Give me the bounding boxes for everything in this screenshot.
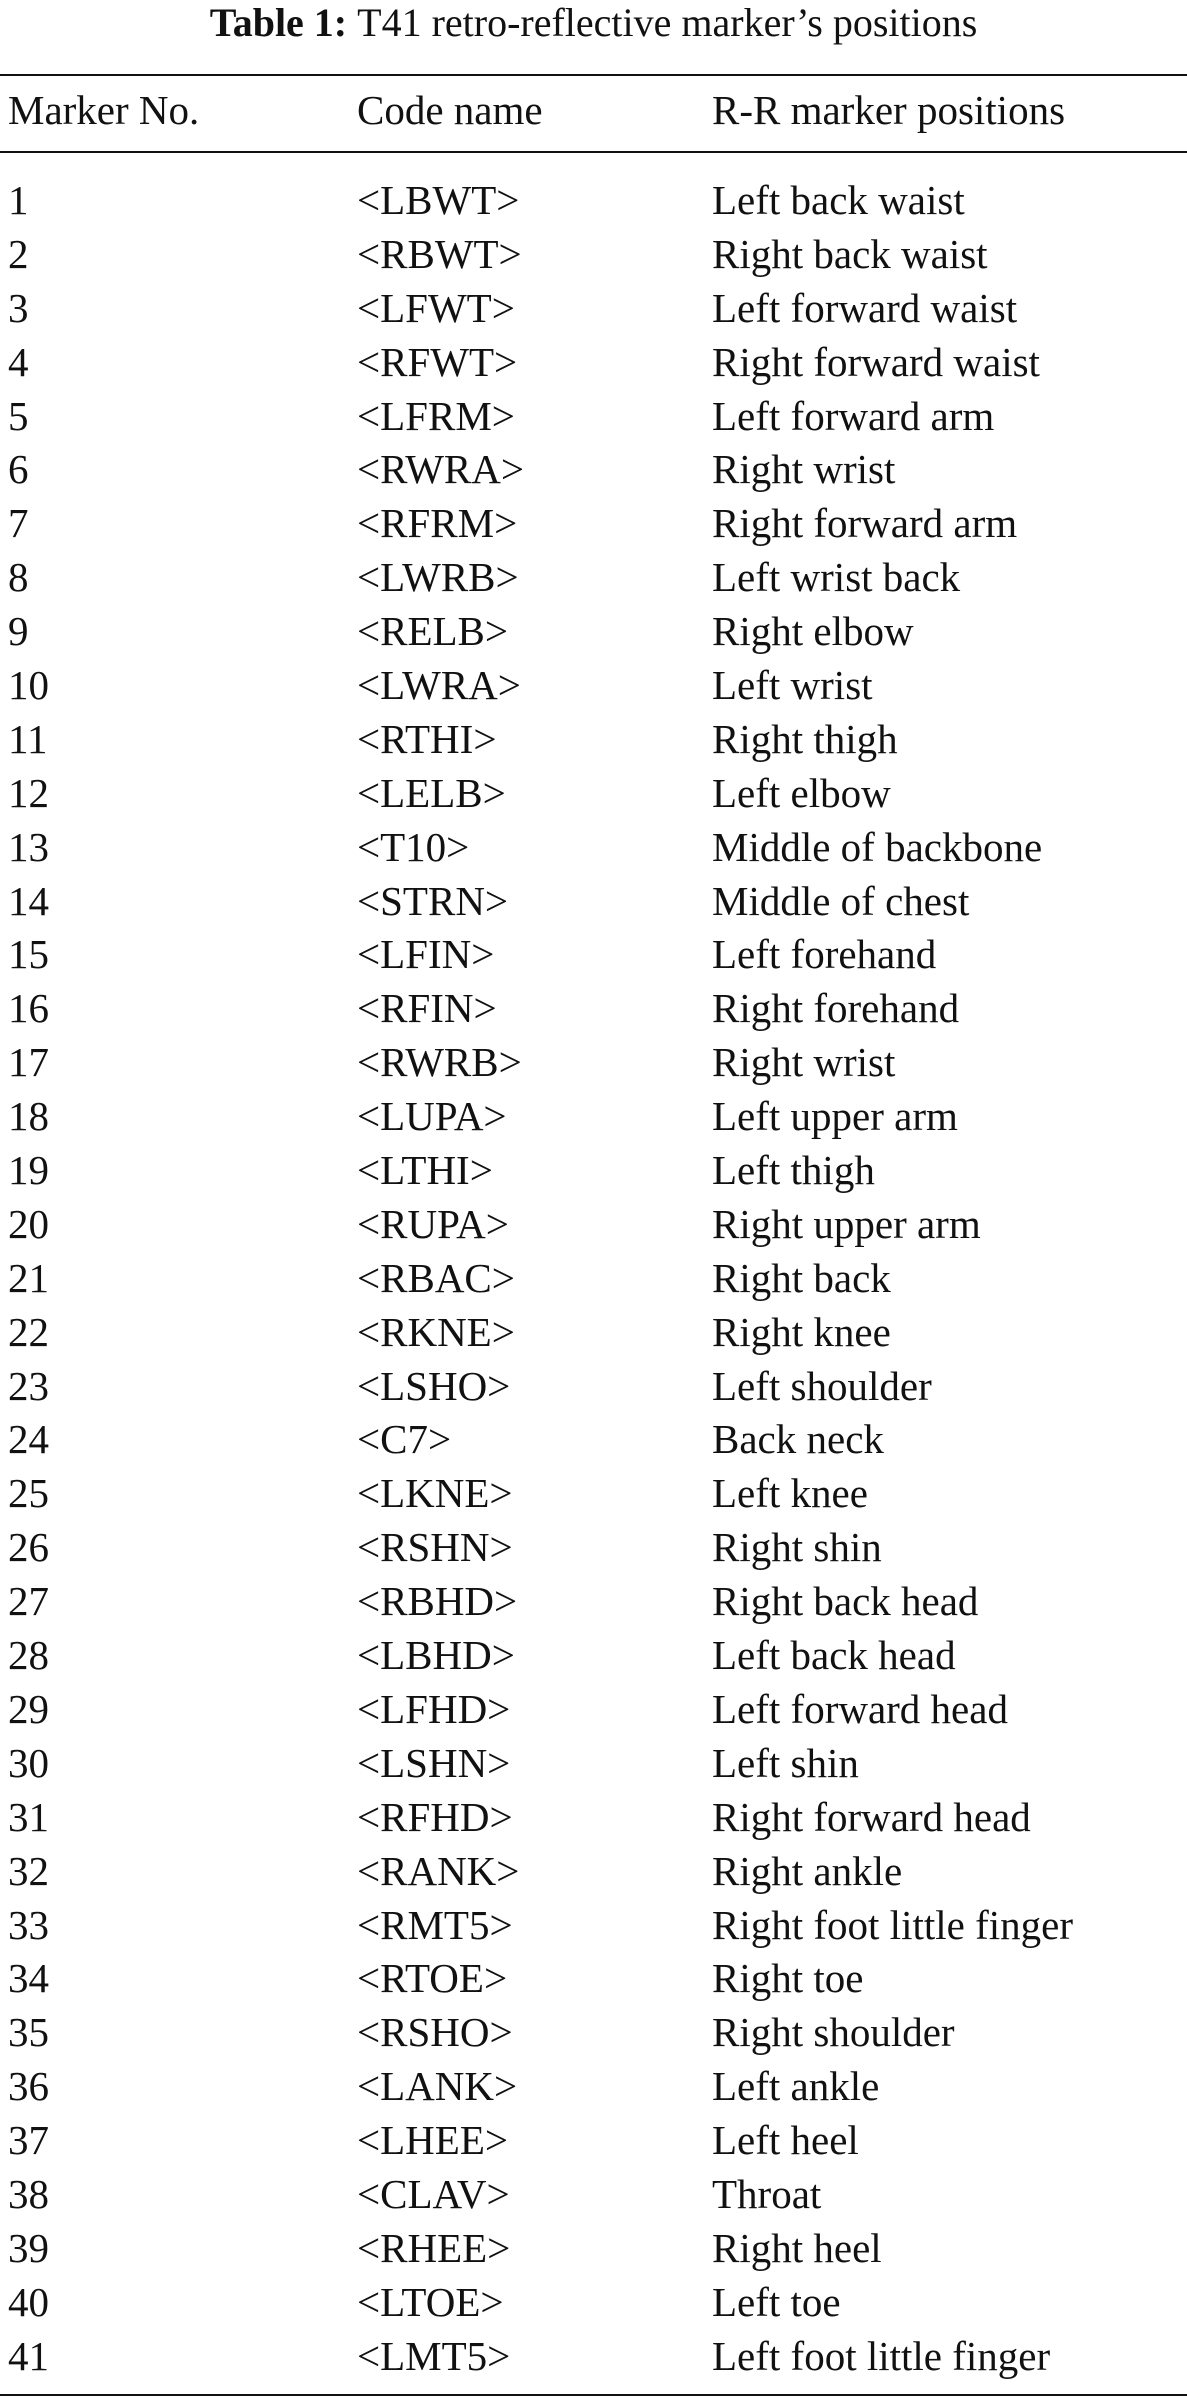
table-row: [0, 655, 1187, 709]
table-bottom-rule: [0, 2394, 1187, 2396]
marker-position-cell: Left ankle: [712, 2063, 880, 2110]
table-header-row: [0, 80, 1187, 146]
marker-position-cell: Middle of chest: [712, 877, 970, 924]
table-row: [0, 2326, 1187, 2380]
marker-number-cell: 12: [8, 769, 49, 816]
marker-number-cell: 13: [8, 823, 49, 870]
marker-position-cell: Right forward waist: [712, 338, 1040, 385]
marker-position-cell: Throat: [712, 2170, 822, 2217]
marker-position-cell: Right back waist: [712, 230, 988, 277]
code-name-cell: <CLAV>: [357, 2170, 510, 2217]
code-name-cell: <LSHO>: [357, 1362, 511, 1409]
table-row: [0, 1948, 1187, 2002]
table-caption: [0, 0, 1187, 56]
marker-number-cell: 39: [8, 2224, 49, 2271]
table-row: [0, 1248, 1187, 1302]
code-name-cell: <RFWT>: [357, 338, 518, 385]
marker-position-cell: Right thigh: [712, 715, 898, 762]
marker-number-cell: 41: [8, 2332, 49, 2379]
marker-number-cell: 32: [8, 1847, 49, 1894]
code-name-cell: <RWRB>: [357, 1039, 522, 1086]
table-row: [0, 2056, 1187, 2110]
marker-position-cell: Left wrist back: [712, 554, 961, 601]
code-name-cell: <LKNE>: [357, 1470, 513, 1517]
marker-number-cell: 38: [8, 2170, 49, 2217]
marker-number-cell: 11: [8, 715, 48, 762]
table-row: [0, 1787, 1187, 1841]
table-row: [0, 601, 1187, 655]
header-code-name: Code name: [357, 87, 543, 133]
table-row: [0, 2002, 1187, 2056]
marker-number-cell: 16: [8, 985, 49, 1032]
code-name-cell: <LHEE>: [357, 2117, 508, 2164]
table-row: [0, 1841, 1187, 1895]
marker-number-cell: 24: [8, 1416, 49, 1463]
code-name-cell: <RFIN>: [357, 985, 497, 1032]
marker-position-cell: Right elbow: [712, 608, 914, 655]
marker-number-cell: 30: [8, 1739, 49, 1786]
code-name-cell: <LFHD>: [357, 1685, 511, 1732]
code-name-cell: <LFIN>: [357, 931, 495, 978]
code-name-cell: <LANK>: [357, 2063, 518, 2110]
table-row: [0, 1733, 1187, 1787]
code-name-cell: <RELB>: [357, 608, 509, 655]
table-header-rule: [0, 151, 1187, 153]
code-name-cell: <LBWT>: [357, 177, 520, 223]
code-name-cell: <LSHN>: [357, 1739, 511, 1786]
code-name-cell: <LUPA>: [357, 1093, 507, 1140]
marker-number-cell: 40: [8, 2278, 49, 2325]
marker-position-cell: Right wrist: [712, 446, 896, 493]
marker-position-cell: Left wrist: [712, 662, 873, 709]
marker-number-cell: 8: [8, 554, 29, 601]
table-row: [0, 1086, 1187, 1140]
marker-number-cell: 23: [8, 1362, 49, 1409]
marker-number-cell: 35: [8, 2009, 49, 2056]
marker-position-cell: Right foot little finger: [712, 1901, 1073, 1948]
code-name-cell: <RBHD>: [357, 1578, 518, 1625]
marker-number-cell: 33: [8, 1901, 49, 1948]
marker-number-cell: 3: [8, 284, 29, 331]
marker-position-cell: Left forward head: [712, 1685, 1008, 1732]
marker-position-cell: Right upper arm: [712, 1200, 981, 1247]
table-row: [0, 1356, 1187, 1410]
table-row: [0, 2218, 1187, 2272]
marker-number-cell: 15: [8, 931, 49, 978]
code-name-cell: <RWRA>: [357, 446, 524, 493]
marker-number-cell: 4: [8, 338, 29, 385]
code-name-cell: <RBAC>: [357, 1254, 515, 1301]
marker-position-cell: Right forward head: [712, 1793, 1031, 1840]
marker-position-cell: Back neck: [712, 1416, 884, 1463]
marker-number-cell: 18: [8, 1093, 49, 1140]
marker-number-cell: 25: [8, 1470, 49, 1517]
code-name-cell: <RANK>: [357, 1847, 520, 1894]
table-row: [0, 439, 1187, 493]
marker-position-cell: Left shoulder: [712, 1362, 932, 1409]
table-row: [0, 1625, 1187, 1679]
marker-number-cell: 10: [8, 662, 49, 709]
table-row: [0, 1409, 1187, 1463]
table-caption-label: Table 1:: [209, 0, 348, 45]
marker-number-cell: 37: [8, 2117, 49, 2164]
marker-position-cell: Left upper arm: [712, 1093, 958, 1140]
code-name-cell: <LTOE>: [357, 2278, 504, 2325]
table-row: [0, 1895, 1187, 1949]
code-name-cell: <RUPA>: [357, 1200, 509, 1247]
table-row: [0, 332, 1187, 386]
marker-position-cell: Right back head: [712, 1578, 979, 1625]
marker-number-cell: 6: [8, 446, 29, 493]
table-caption-text: T41 retro-reflective marker’s positions: [357, 0, 978, 45]
marker-position-cell: Left elbow: [712, 769, 891, 816]
code-name-cell: <RKNE>: [357, 1308, 515, 1355]
table-row: [0, 1140, 1187, 1194]
table-body: [0, 170, 1187, 2380]
table-row: [0, 1194, 1187, 1248]
marker-position-cell: Left foot little finger: [712, 2332, 1051, 2379]
code-name-cell: <RBWT>: [357, 230, 522, 277]
marker-position-cell: Right shin: [712, 1524, 882, 1571]
marker-position-cell: Left back head: [712, 1632, 956, 1679]
table-row: [0, 1571, 1187, 1625]
code-name-cell: <RTOE>: [357, 1955, 508, 2002]
marker-number-cell: 7: [8, 500, 29, 547]
table-row: [0, 1517, 1187, 1571]
marker-position-cell: Left thigh: [712, 1147, 875, 1194]
code-name-cell: <LWRA>: [357, 662, 521, 709]
code-name-cell: <LFRM>: [357, 392, 515, 439]
header-marker-positions: R-R marker positions: [712, 87, 1066, 133]
marker-number-cell: 36: [8, 2063, 49, 2110]
marker-number-cell: 28: [8, 1632, 49, 1679]
marker-position-cell: Left forward waist: [712, 284, 1018, 331]
code-name-cell: <LMT5>: [357, 2332, 511, 2379]
marker-position-cell: Middle of backbone: [712, 823, 1043, 870]
marker-position-cell: Right forehand: [712, 985, 960, 1032]
marker-number-cell: 31: [8, 1793, 49, 1840]
code-name-cell: <LBHD>: [357, 1632, 515, 1679]
marker-number-cell: 9: [8, 608, 29, 655]
marker-number-cell: 29: [8, 1685, 49, 1732]
marker-position-cell: Right forward arm: [712, 500, 1018, 547]
marker-number-cell: 21: [8, 1254, 49, 1301]
table-row: [0, 224, 1187, 278]
table-row: [0, 1463, 1187, 1517]
table-row: [0, 2272, 1187, 2326]
code-name-cell: <LFWT>: [357, 284, 515, 331]
marker-position-cell: Right knee: [712, 1308, 891, 1355]
marker-number-cell: 17: [8, 1039, 49, 1086]
marker-position-cell: Left heel: [712, 2117, 859, 2164]
table-row: [0, 170, 1187, 224]
marker-number-cell: 20: [8, 1200, 49, 1247]
code-name-cell: <RSHO>: [357, 2009, 513, 2056]
marker-position-cell: Right back: [712, 1254, 891, 1301]
table-row: [0, 2164, 1187, 2218]
code-name-cell: <RFRM>: [357, 500, 518, 547]
table-row: [0, 763, 1187, 817]
marker-position-cell: Right shoulder: [712, 2009, 955, 2056]
marker-number-cell: 14: [8, 877, 49, 924]
table-row: [0, 2110, 1187, 2164]
table-row: [0, 871, 1187, 925]
marker-position-cell: Left forward arm: [712, 392, 995, 439]
code-name-cell: <LTHI>: [357, 1147, 493, 1194]
code-name-cell: <RTHI>: [357, 715, 497, 762]
code-name-cell: <LWRB>: [357, 554, 519, 601]
marker-number-cell: 1: [8, 177, 29, 223]
code-name-cell: <LELB>: [357, 769, 506, 816]
table-row: [0, 1032, 1187, 1086]
table-row: [0, 278, 1187, 332]
marker-number-cell: 5: [8, 392, 29, 439]
table-row: [0, 547, 1187, 601]
table-row: [0, 978, 1187, 1032]
marker-position-cell: Left shin: [712, 1739, 859, 1786]
table-top-rule: [0, 74, 1187, 76]
code-name-cell: <RHEE>: [357, 2224, 511, 2271]
marker-position-cell: Left knee: [712, 1470, 868, 1517]
code-name-cell: <T10>: [357, 823, 470, 870]
marker-number-cell: 26: [8, 1524, 49, 1571]
marker-position-cell: Right toe: [712, 1955, 864, 2002]
code-name-cell: <STRN>: [357, 877, 509, 924]
marker-position-cell: Left toe: [712, 2278, 841, 2325]
marker-position-cell: Right ankle: [712, 1847, 903, 1894]
table-row: [0, 386, 1187, 440]
code-name-cell: <RFHD>: [357, 1793, 513, 1840]
marker-number-cell: 19: [8, 1147, 49, 1194]
marker-number-cell: 27: [8, 1578, 49, 1625]
marker-position-cell: Right heel: [712, 2224, 882, 2271]
code-name-cell: <C7>: [357, 1416, 452, 1463]
marker-number-cell: 2: [8, 230, 29, 277]
marker-position-cell: Left back waist: [712, 177, 965, 223]
table-row: [0, 817, 1187, 871]
table-row: [0, 1679, 1187, 1733]
code-name-cell: <RMT5>: [357, 1901, 513, 1948]
marker-number-cell: 22: [8, 1308, 49, 1355]
table-row: [0, 709, 1187, 763]
marker-number-cell: 34: [8, 1955, 49, 2002]
table-row: [0, 493, 1187, 547]
table-row: [0, 924, 1187, 978]
table-row: [0, 1302, 1187, 1356]
marker-position-cell: Left forehand: [712, 931, 937, 978]
marker-position-cell: Right wrist: [712, 1039, 896, 1086]
header-marker-no: Marker No.: [8, 87, 200, 133]
code-name-cell: <RSHN>: [357, 1524, 513, 1571]
